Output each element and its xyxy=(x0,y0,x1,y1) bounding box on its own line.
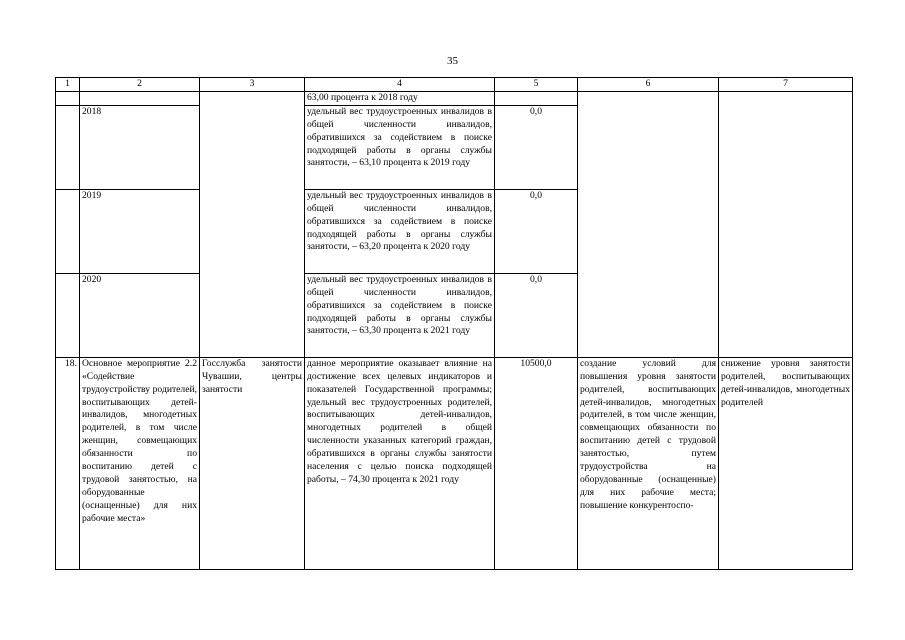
activity-name: Основное мероприятие 2.2 «Содействие трудоустройству родителей, воспитывающих детей-инвалидов, многодетных родителей, в том числе женщин, совмещающих обязанности по воспитанию детей с трудовой занятостью, на оборудованные (оснащенные) для них рабочие места» xyxy=(82,357,197,524)
activity-name-cell xyxy=(80,357,200,569)
column-header: 3 xyxy=(200,78,305,92)
column-header: 6 xyxy=(578,78,719,92)
indicator-cell xyxy=(305,273,495,357)
indicator-text: удельный вес трудоустроенных инвалидов в общей численности инвалидов, обратившихся за содействием в поиске подходящей работы в органы службы занятости, – 63,10 процента к 2019 году xyxy=(307,105,492,169)
cell-empty xyxy=(56,189,80,273)
cell-empty xyxy=(80,91,200,105)
column-header: 4 xyxy=(305,78,495,92)
indicators-text: данное мероприятие оказывает влияние на достижение всех целевых индикаторов и показателей Государственной программы; удельный вес трудоустроенных родителей, воспитывающих детей-инвалидов, многодетных родителей в общей численности указанных категорий граждан, обратившихся в органы службы занятости населения с целью поиска подходящей работы, – 74,30 процента к 2021 году xyxy=(307,357,492,485)
executor-cell xyxy=(200,357,305,569)
year-cell: 2019 xyxy=(80,189,200,273)
amount-cell: 10500,0 xyxy=(495,357,578,569)
column-header: 5 xyxy=(495,78,578,92)
executor-text: Госслужба занятости Чувашии, центры занятости xyxy=(202,357,302,395)
value-cell: 0,0 xyxy=(495,189,578,273)
column-number-row xyxy=(56,78,853,92)
continuation-row xyxy=(56,91,853,105)
cell-empty xyxy=(578,91,719,357)
year-cell: 2018 xyxy=(80,105,200,189)
indicator-text: удельный вес трудоустроенных инвалидов в общей численности инвалидов, обратившихся за содействием в поиске подходящей работы в органы службы занятости, – 63,30 процента к 2021 году xyxy=(307,273,492,337)
indicator-text: удельный вес трудоустроенных инвалидов в общей численности инвалидов, обратившихся за содействием в поиске подходящей работы в органы службы занятости, – 63,20 процента к 2020 году xyxy=(307,189,492,253)
activity-row-18 xyxy=(56,357,853,569)
effect-text: снижение уровня занятости родителей, воспитывающих детей-инвалидов, многодетных родителей xyxy=(721,357,850,408)
effect-cell xyxy=(719,357,853,569)
row-number: 18. xyxy=(56,357,80,569)
indicator-cell xyxy=(305,189,495,273)
cell-empty xyxy=(56,273,80,357)
cell-empty xyxy=(200,91,305,357)
cell-empty xyxy=(719,91,853,357)
page-number: 35 xyxy=(447,55,458,67)
value-cell: 0,0 xyxy=(495,105,578,189)
result-cell xyxy=(578,357,719,569)
indicators-cell xyxy=(305,357,495,569)
continuation-text: 63,00 процента к 2018 году xyxy=(305,91,495,105)
result-text: создание условий для повышения уровня занятости родителей, воспитывающих детей-инвалидов, многодетных родителей, в том числе женщин, совмещающих обязанности по воспитанию детей с трудовой занятостью, путем трудоустройства на оборудованные (оснащенные) для них рабочие места; повышение конкурентоспо- xyxy=(580,357,716,511)
cell-empty xyxy=(56,105,80,189)
cell-empty xyxy=(495,91,578,105)
column-header: 7 xyxy=(719,78,853,92)
indicator-cell xyxy=(305,105,495,189)
year-cell: 2020 xyxy=(80,273,200,357)
value-cell: 0,0 xyxy=(495,273,578,357)
column-header: 2 xyxy=(80,78,200,92)
cell-empty xyxy=(56,91,80,105)
program-table xyxy=(55,77,853,570)
column-header: 1 xyxy=(56,78,80,92)
